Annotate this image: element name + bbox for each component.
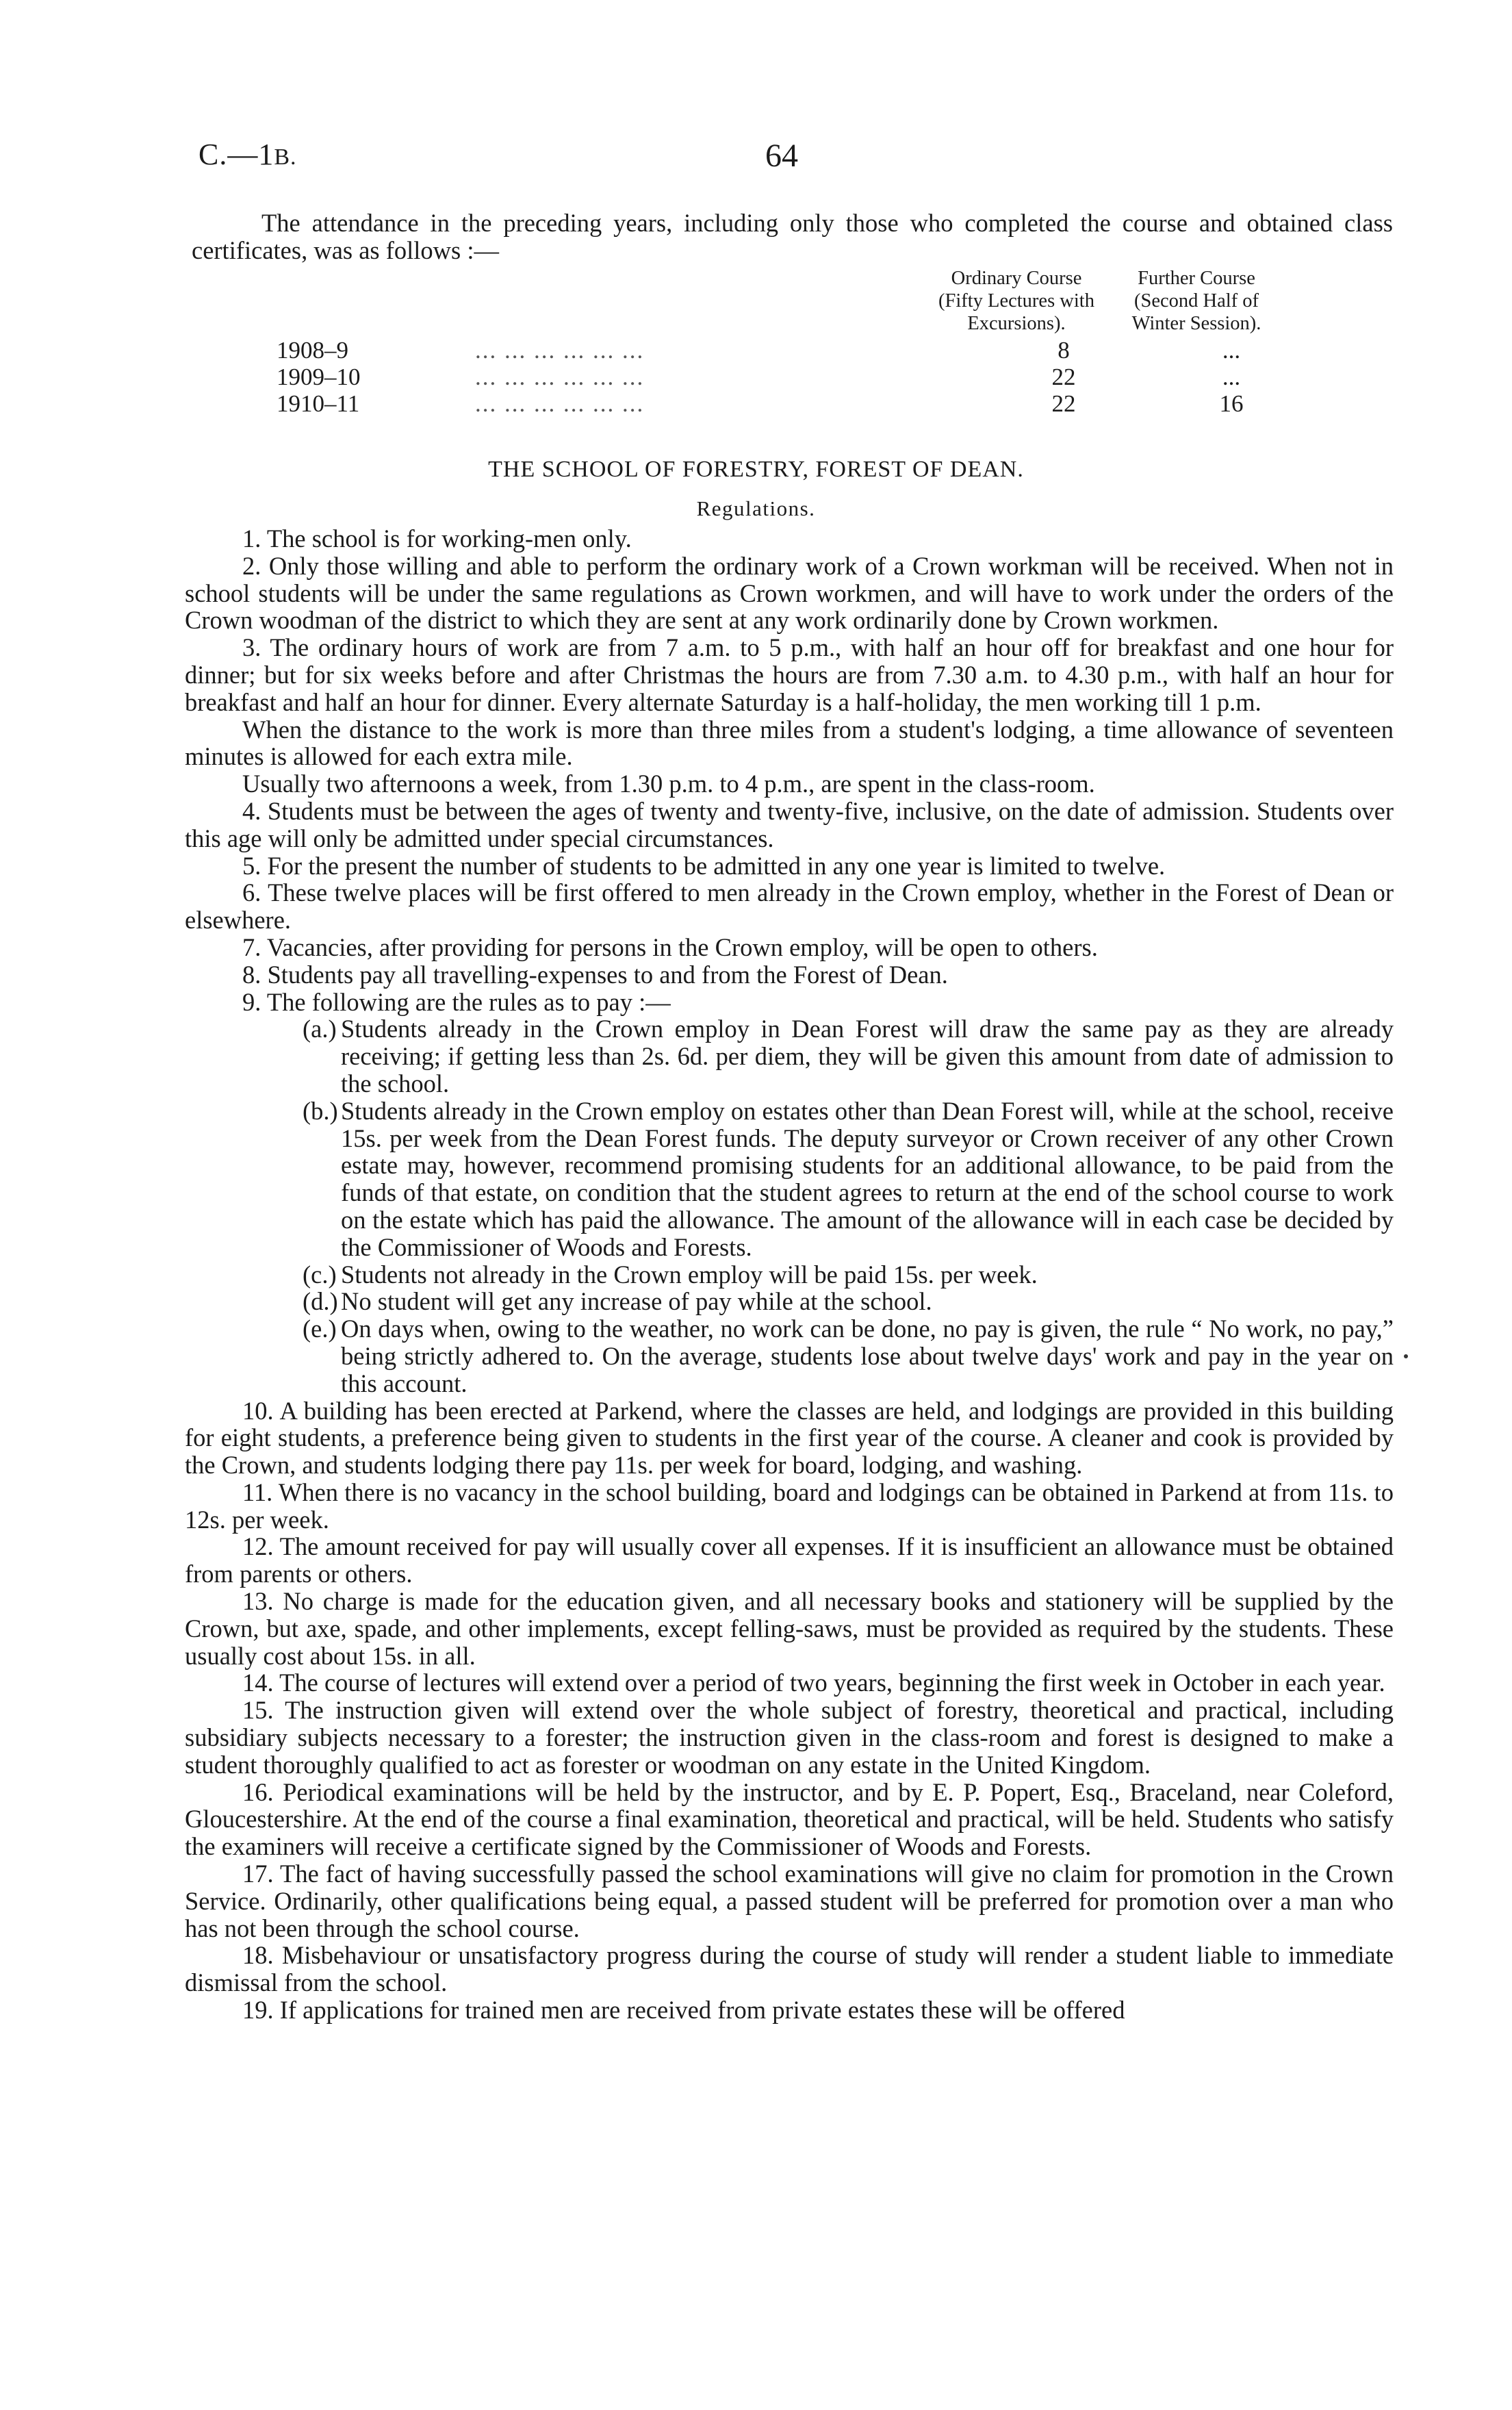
code-prefix: C.—1 [198, 138, 274, 171]
rule-label: (e.) [303, 1315, 337, 1343]
regulation-paragraph: 3. The ordinary hours of work are from 7 a.m. to 5 p.m., with half an hour off for breakfast and one hour for dinner; but for six weeks before and after Christmas the hours are from 7.30 a.m. to 4.30 p.m., with half an hour for breakfast and half an hour for dinner. Every alternate Saturday is a half-holiday, the men working till 1 p.m. [185, 633, 1394, 716]
section-subtitle: Regulations. [696, 496, 816, 520]
code-suffix: B. [274, 144, 297, 170]
rule-label: (a.) [303, 1015, 337, 1043]
header-line: (Fifty Lectures with [938, 290, 1094, 312]
regulation-paragraph: 4. Students must be between the ages of twenty and twenty-five, inclusive, on the date of admission. Students over this age will only be admitted under special circumstances. [185, 796, 1394, 852]
regulation-paragraph: 14. The course of lectures will extend over a period of two years, beginning the first week in October in each year. [242, 1669, 1385, 1697]
section-title: THE SCHOOL OF FORESTRY, FOREST OF DEAN. [488, 457, 1024, 482]
rule-text: On days when, owing to the weather, no work can be done, no pay is given, the rule “ No work, no pay,” being strictly adhered to. On the average, students lose about twelve days' work and pay in the year on this account. [341, 1315, 1394, 1397]
year-cell: 1910–11 [277, 390, 360, 417]
pay-rule [185, 1015, 1394, 1097]
dot-leader: ... ... ... ... ... ... [475, 390, 645, 417]
regulation-paragraph: 7. Vacancies, after providing for persons in the Crown employ, will be open to others. [242, 933, 1098, 961]
rule-label: (c.) [303, 1260, 337, 1289]
ordinary-cell: 22 [1051, 390, 1076, 417]
regulation-paragraph: 5. For the present the number of students to be admitted in any one year is limited to twelve. [242, 851, 1166, 880]
regulation-paragraph: 6. These twelve places will be first offered to men already in the Crown employ, whether in the Forest of Dean or elsewhere. [185, 878, 1394, 935]
regulation-paragraph: 1. The school is for working-men only. [242, 524, 632, 553]
ordinary-cell: 22 [1051, 364, 1076, 390]
rule-text: Students not already in the Crown employ will be paid 15s. per week. [341, 1260, 1038, 1289]
regulation-paragraph: 10. A building has been erected at Parkend, where the classes are held, and lodgings are provided in this building for eight students, a preference being given to students in the first year of the course. A cleaner and cook is provided by the Crown, and students lodging there pay 11s. per week for board, lodging, and washing. [185, 1396, 1394, 1480]
further-course-header [1094, 267, 1299, 335]
regulation-paragraph: 15. The instruction given will extend over the whole subject of forestry, theoretical and practical, including subsidiary subjects necessary to a forester; the instruction given in the class-room and forest is designed to make a student thoroughly qualified to act as forester or woodman on any estate in the United Kingdom. [185, 1696, 1394, 1779]
dot-leader: ... ... ... ... ... ... [475, 364, 645, 390]
header-line: Ordinary Course [951, 268, 1082, 289]
dot-leader: ... ... ... ... ... ... [475, 337, 645, 364]
regulation-paragraph: 9. The following are the rules as to pay :— [242, 987, 671, 1016]
rule-text: No student will get any increase of pay while at the school. [341, 1287, 932, 1316]
rule-label: (b.) [303, 1096, 338, 1125]
header-line: Further Course [1138, 268, 1255, 289]
further-cell: ... [1222, 364, 1241, 390]
print-speck [1404, 1354, 1408, 1358]
year-cell: 1908–9 [277, 337, 348, 364]
table-row [277, 364, 1303, 391]
page-code [198, 137, 297, 172]
further-cell: 16 [1219, 390, 1244, 417]
regulation-paragraph: 13. No charge is made for the education given, and all necessary books and stationery will be supplied by the Crown, but axe, spade, and other implements, except felling-saws, must be provided as required by the students. These usually cost about 15s. in all. [185, 1587, 1394, 1670]
table-row [277, 337, 1303, 364]
regulation-paragraph: 11. When there is no vacancy in the school building, board and lodgings can be obtained in Parkend at from 11s. to 12s. per week. [185, 1477, 1394, 1534]
table-row [277, 390, 1303, 418]
intro-paragraph: The attendance in the preceding years, including only those who completed the course and obtained class certificates, was as follows :— [192, 209, 1393, 264]
year-cell: 1909–10 [277, 364, 361, 390]
further-cell: ... [1222, 337, 1241, 364]
regulation-paragraph: 17. The fact of having successfully passed the school examinations will give no claim for promotion in the Crown Service. Ordinarily, other qualifications being equal, a passed student will be preferred for promotion over a man who has not been through the school course. [185, 1860, 1394, 1942]
regulation-paragraph: 12. The amount received for pay will usually cover all expenses. If it is insufficient an allowance must be obtained from parents or others. [185, 1532, 1394, 1588]
pay-rule [185, 1098, 1394, 1261]
regulation-paragraph: When the distance to the work is more than three miles from a student's lodging, a time allowance of seventeen minutes is allowed for each extra mile. [185, 715, 1394, 771]
regulation-paragraph: 16. Periodical examinations will be held by the instructor, and by E. P. Popert, Esq., Braceland, near Coleford, Gloucestershire. At the end of the course a final examination, theoretical and practical, will be held. Students who satisfy the examiners will receive a certificate signed by the Commissioner of Woods and Forests. [185, 1777, 1394, 1861]
rule-label: (d.) [303, 1287, 338, 1316]
regulation-paragraph: 2. Only those willing and able to perform the ordinary work of a Crown workman will be received. When not in school students will be under the same regulations as Crown workmen, and will have to work under the orders of the Crown woodman of the district to which they are sent at any work ordinarily done by Crown workmen. [185, 551, 1394, 635]
regulation-paragraph: Usually two afternoons a week, from 1.30 p.m. to 4 p.m., are spent in the class-room. [242, 770, 1095, 798]
regulation-paragraph: 19. If applications for trained men are received from private estates these will be offered [242, 1996, 1125, 2025]
pay-rule [185, 1288, 1394, 1315]
pay-rule [185, 1261, 1394, 1289]
ordinary-course-header [914, 267, 1119, 335]
ordinary-cell: 8 [1058, 337, 1070, 364]
header-line: Winter Session). [1131, 313, 1261, 334]
regulation-paragraph: 18. Misbehaviour or unsatisfactory progress during the course of study will render a student liable to immediate dismissal from the school. [185, 1941, 1394, 1997]
regulation-paragraph: 8. Students pay all travelling-expenses to and from the Forest of Dean. [242, 960, 948, 989]
regulations-body [185, 525, 1394, 2024]
header-line: Excursions). [967, 313, 1066, 334]
rule-text: Students already in the Crown employ on estates other than Dean Forest will, while at the school, receive 15s. per week from the Dean Forest funds. The deputy surveyor or Crown receiver of any other Crown estate may, however, recommend promising students for an additional allowance, to be paid from the funds of that estate, on condition that the student agrees to return at the end of the school course to work on the estate which has paid the allowance. The amount of the allowance will in each case be decided by the Commissioner of Woods and Forests. [341, 1096, 1394, 1261]
header-line: (Second Half of [1133, 290, 1259, 312]
pay-rule [185, 1315, 1394, 1397]
page-number: 64 [765, 138, 798, 174]
rule-text: Students already in the Crown employ in Dean Forest will draw the same pay as they are already receiving; if getting less than 2s. 6d. per diem, they will be given this amount from date of admission to the school. [341, 1015, 1394, 1098]
